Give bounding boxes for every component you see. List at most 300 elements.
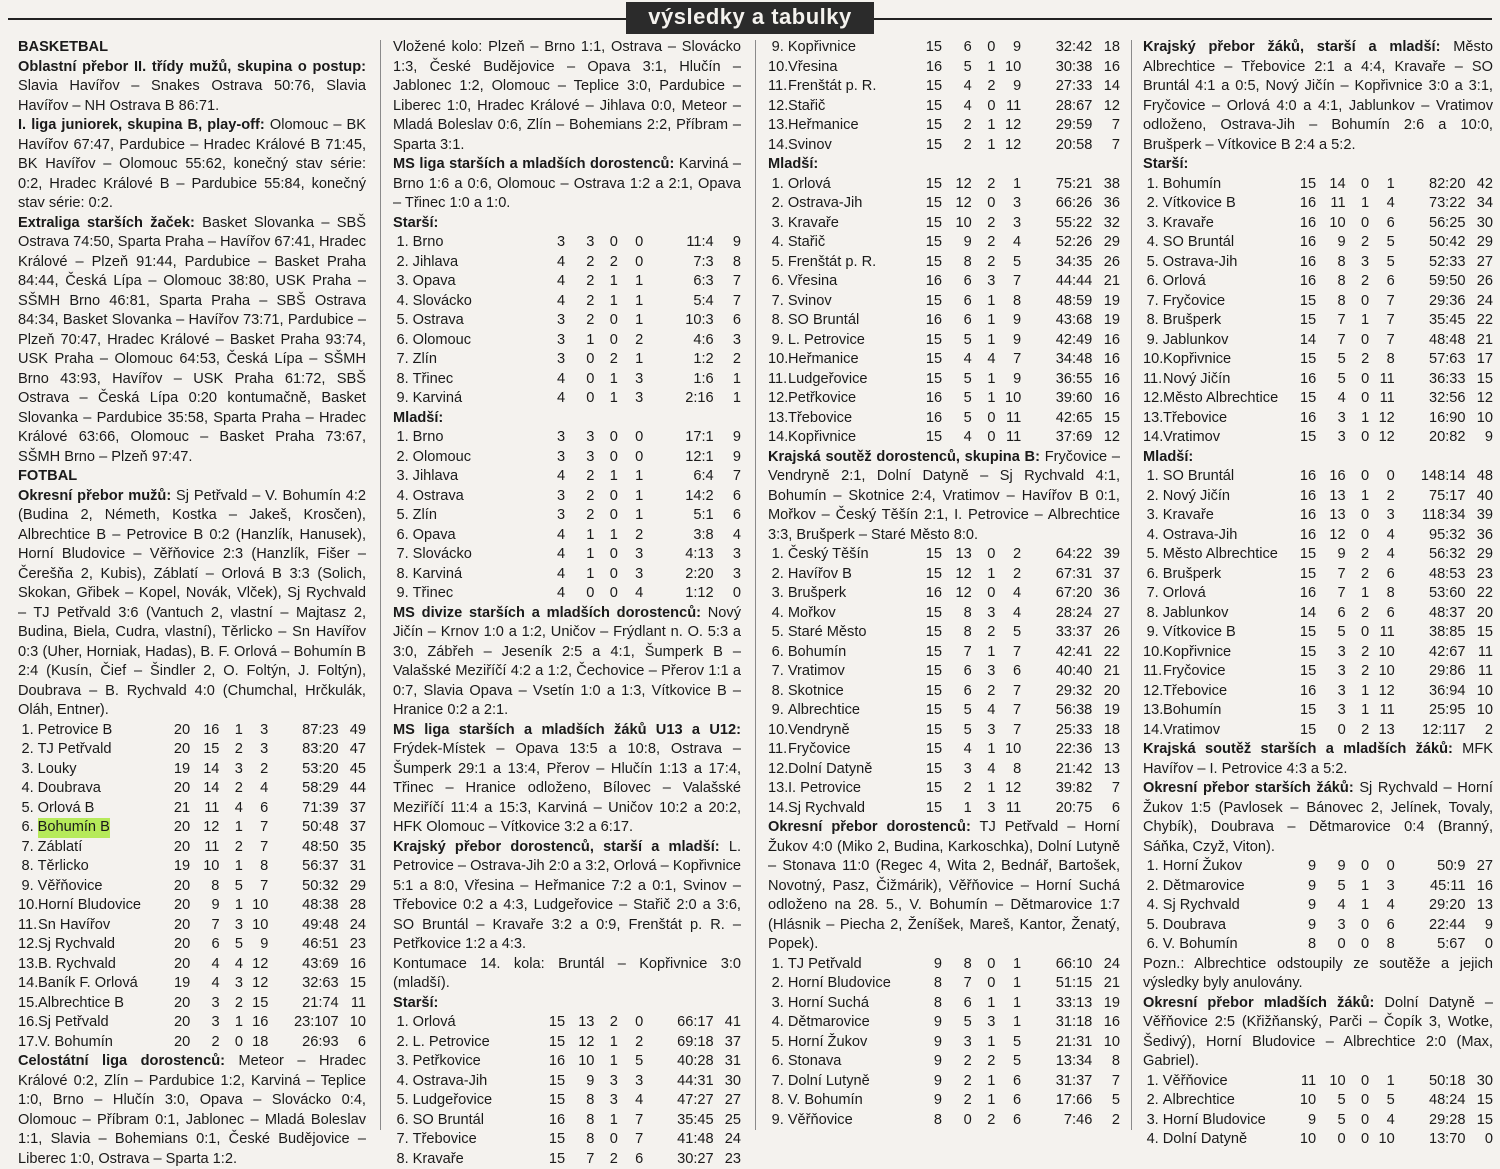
standings-row bbox=[393, 350, 741, 370]
standings-team: Bohumín bbox=[784, 643, 909, 663]
competition-name: Krajská soutěž dorostenců, skupina B: bbox=[768, 449, 1040, 465]
standings-row bbox=[768, 389, 1120, 409]
standings-wins: 13 bbox=[1316, 487, 1345, 507]
standings-score: 75:21 bbox=[1021, 175, 1092, 195]
standings-draws: 3 bbox=[972, 721, 996, 741]
standings-row bbox=[393, 233, 741, 253]
standings-team: Petřkovice bbox=[784, 389, 909, 409]
standings-points: 38 bbox=[1092, 175, 1120, 195]
standings-draws: 4 bbox=[972, 701, 996, 721]
standings-wins: 4 bbox=[942, 350, 972, 370]
standings-played: 15 bbox=[909, 350, 943, 370]
standings-losses: 12 bbox=[243, 955, 268, 975]
standings-rank: 1. bbox=[768, 175, 784, 195]
standings-points: 24 bbox=[1465, 292, 1493, 312]
standings-points: 37 bbox=[714, 1033, 741, 1053]
standings-played: 9 bbox=[1283, 857, 1316, 877]
standings-points: 13 bbox=[1092, 760, 1120, 780]
standings-team: L. Petrovice bbox=[409, 1033, 532, 1053]
standings-rank: 3. bbox=[18, 760, 34, 780]
standings-row bbox=[393, 1072, 741, 1092]
standings-draws: 1 bbox=[972, 565, 996, 585]
standings-losses: 7 bbox=[995, 643, 1021, 663]
standings-points: 49 bbox=[339, 721, 366, 741]
standings-losses: 10 bbox=[1369, 662, 1395, 682]
standings-losses: 0 bbox=[618, 233, 643, 253]
standings-losses: 8 bbox=[1369, 935, 1395, 955]
results-text: Sj Rychvald – Horní Žukov 1:5 (Pavlosek – Bánovec 2, Jelínek, Tovaly, Chybík), Doubrava – Dětmarovice 0:4 (Branný, Sáňka, Czyž, Viton). bbox=[1143, 780, 1493, 855]
standings-row bbox=[1143, 292, 1493, 312]
standings-points: 32 bbox=[1092, 214, 1120, 234]
standings-score: 53:20 bbox=[268, 760, 338, 780]
competition-name: MS liga starších a mladších žáků U13 a U12: bbox=[393, 722, 741, 738]
standings-wins: 8 bbox=[1316, 253, 1345, 273]
standings-rank: 1. bbox=[393, 428, 409, 448]
standings-played: 15 bbox=[532, 1072, 565, 1092]
standings-played: 11 bbox=[1283, 1072, 1316, 1092]
standings-team: Zlín bbox=[409, 506, 532, 526]
standings-points: 44 bbox=[339, 779, 366, 799]
standings-played: 4 bbox=[532, 584, 565, 604]
standings-row bbox=[768, 97, 1120, 117]
standings-losses: 5 bbox=[618, 1052, 643, 1072]
standings-row bbox=[1143, 409, 1493, 429]
standings-score: 44:44 bbox=[1021, 272, 1092, 292]
standings-played: 15 bbox=[1283, 565, 1316, 585]
standings-wins: 5 bbox=[942, 1013, 972, 1033]
standings-played: 9 bbox=[1283, 877, 1316, 897]
standings-losses: 5 bbox=[1369, 233, 1395, 253]
standings-team: Ostrava-Jih bbox=[784, 194, 909, 214]
standings-points: 39 bbox=[1465, 506, 1493, 526]
standings-team: Kopřivnice bbox=[784, 38, 909, 58]
standings-row bbox=[768, 253, 1120, 273]
standings-wins: 0 bbox=[1316, 935, 1345, 955]
standings-points: 24 bbox=[714, 1130, 741, 1150]
standings-score: 56:32 bbox=[1395, 545, 1466, 565]
standings-row bbox=[1143, 428, 1493, 448]
standings-score: 40:40 bbox=[1021, 662, 1092, 682]
standings-losses: 7 bbox=[995, 682, 1021, 702]
standings-score: 38:85 bbox=[1395, 623, 1466, 643]
standings-score: 42:41 bbox=[1021, 643, 1092, 663]
standings-points: 15 bbox=[1465, 1091, 1493, 1111]
standings-score: 28:67 bbox=[1021, 97, 1092, 117]
standings-rank: 8. bbox=[393, 370, 409, 390]
competition-name: Okresní přebor mladších žáků: bbox=[1143, 995, 1374, 1011]
standings-draws: 0 bbox=[1346, 175, 1370, 195]
standings-played: 16 bbox=[1283, 214, 1316, 234]
standings-score: 48:53 bbox=[1395, 565, 1466, 585]
standings-played: 15 bbox=[908, 38, 942, 58]
standings-row bbox=[1143, 896, 1493, 916]
standings-draws: 2 bbox=[1346, 233, 1370, 253]
results-paragraph bbox=[1143, 38, 1493, 155]
standings-table bbox=[393, 428, 741, 604]
standings-team: Jablunkov bbox=[1159, 331, 1283, 351]
standings-wins: 4 bbox=[942, 428, 972, 448]
standings-row bbox=[393, 311, 741, 331]
standings-row bbox=[768, 214, 1120, 234]
standings-played: 15 bbox=[1283, 545, 1316, 565]
standings-played: 4 bbox=[532, 565, 565, 585]
standings-team: Třebovice bbox=[1159, 682, 1283, 702]
standings-draws: 2 bbox=[972, 1052, 996, 1072]
competition-name: Oblastní přebor II. třídy mužů, skupina o postup: bbox=[18, 59, 366, 75]
standings-rank: 14. bbox=[768, 428, 784, 448]
standings-rank: 7. bbox=[768, 662, 784, 682]
standings-wins: 8 bbox=[942, 955, 972, 975]
standings-wins: 4 bbox=[1316, 389, 1345, 409]
standings-wins: 11 bbox=[190, 799, 219, 819]
standings-losses: 6 bbox=[1369, 604, 1395, 624]
standings-points: 2 bbox=[1466, 721, 1494, 741]
standings-rank: 5. bbox=[393, 311, 409, 331]
results-paragraph bbox=[393, 38, 741, 155]
standings-rank: 8. bbox=[768, 682, 784, 702]
standings-wins: 2 bbox=[942, 1072, 972, 1092]
standings-played: 3 bbox=[532, 311, 565, 331]
standings-score: 33:37 bbox=[1021, 623, 1092, 643]
standings-wins: 12 bbox=[942, 565, 972, 585]
standings-rank: 3. bbox=[1143, 214, 1159, 234]
standings-score: 20:82 bbox=[1395, 428, 1466, 448]
standings-points: 21 bbox=[1092, 272, 1120, 292]
standings-team: Třinec bbox=[409, 370, 532, 390]
standings-row bbox=[1143, 194, 1493, 214]
standings-draws: 2 bbox=[1346, 662, 1370, 682]
standings-row bbox=[768, 623, 1120, 643]
standings-rank: 5. bbox=[768, 253, 784, 273]
standings-score: 34:48 bbox=[1021, 350, 1092, 370]
standings-losses: 11 bbox=[1369, 701, 1395, 721]
standings-team: Vratimov bbox=[1159, 721, 1283, 741]
standings-points: 7 bbox=[714, 292, 741, 312]
competition-name: Krajský přebor dorostenců, starší a mladší: bbox=[393, 839, 720, 855]
standings-rank: 12. bbox=[768, 389, 784, 409]
standings-wins: 10 bbox=[190, 857, 219, 877]
standings-wins: 2 bbox=[942, 1091, 972, 1111]
standings-row bbox=[768, 58, 1120, 78]
standings-points: 22 bbox=[1092, 643, 1120, 663]
standings-draws: 1 bbox=[1346, 311, 1370, 331]
standings-score: 42:49 bbox=[1021, 331, 1092, 351]
standings-row bbox=[18, 779, 366, 799]
standings-score: 5:67 bbox=[1395, 935, 1466, 955]
standings-rank: 6. bbox=[1143, 272, 1159, 292]
standings-rank: 14. bbox=[1143, 428, 1159, 448]
standings-rank: 5. bbox=[768, 1033, 784, 1053]
standings-table bbox=[1143, 857, 1493, 955]
standings-score: 12:117 bbox=[1395, 721, 1466, 741]
standings-played: 15 bbox=[909, 97, 943, 117]
standings-draws: 2 bbox=[1346, 350, 1370, 370]
standings-rank: 9. bbox=[1143, 331, 1159, 351]
standings-draws: 0 bbox=[594, 545, 617, 565]
standings-points: 40 bbox=[1465, 487, 1493, 507]
standings-losses: 16 bbox=[243, 1013, 268, 1033]
standings-played: 4 bbox=[532, 253, 565, 273]
standings-wins: 5 bbox=[1316, 370, 1345, 390]
standings-points: 13 bbox=[1092, 740, 1120, 760]
standings-losses: 10 bbox=[243, 896, 268, 916]
standings-losses: 0 bbox=[618, 1013, 643, 1033]
standings-points: 15 bbox=[1466, 370, 1494, 390]
standings-team: Olomouc bbox=[409, 331, 532, 351]
standings-draws: 1 bbox=[972, 1072, 996, 1092]
standings-played: 16 bbox=[532, 1052, 565, 1072]
standings-played: 16 bbox=[909, 389, 943, 409]
standings-losses: 1 bbox=[618, 311, 643, 331]
standings-losses: 9 bbox=[996, 77, 1022, 97]
standings-played: 20 bbox=[157, 818, 190, 838]
standings-wins: 5 bbox=[1316, 623, 1345, 643]
standings-team: Dolní Datyně bbox=[784, 760, 909, 780]
standings-team: Brno bbox=[409, 428, 532, 448]
standings-team: Věřňovice bbox=[34, 877, 157, 897]
standings-rank: 7. bbox=[1143, 292, 1159, 312]
standings-wins: 4 bbox=[190, 974, 219, 994]
standings-score: 2:16 bbox=[643, 389, 713, 409]
standings-wins: 8 bbox=[565, 1130, 594, 1150]
standings-rank: 2. bbox=[393, 253, 409, 273]
standings-rank: 7. bbox=[1143, 584, 1159, 604]
standings-row bbox=[393, 448, 741, 468]
standings-losses: 4 bbox=[618, 584, 643, 604]
standings-rank: 1. bbox=[393, 233, 409, 253]
standings-points: 28 bbox=[339, 896, 366, 916]
standings-draws: 0 bbox=[594, 331, 617, 351]
standings-wins: 2 bbox=[565, 311, 594, 331]
highlighted-team: Bohumín B bbox=[38, 818, 110, 838]
standings-wins: 3 bbox=[565, 448, 594, 468]
standings-played: 15 bbox=[1283, 721, 1316, 741]
standings-losses: 4 bbox=[1369, 194, 1395, 214]
standings-table bbox=[18, 721, 366, 1053]
standings-rank: 5. bbox=[1143, 253, 1159, 273]
standings-row bbox=[393, 487, 741, 507]
standings-losses: 1 bbox=[995, 994, 1021, 1014]
standings-team: TJ Petřvald bbox=[784, 955, 909, 975]
standings-points: 3 bbox=[714, 565, 741, 585]
standings-team: Vratimov bbox=[1159, 428, 1283, 448]
standings-row bbox=[1143, 350, 1493, 370]
standings-points: 16 bbox=[1092, 350, 1120, 370]
standings-wins: 7 bbox=[190, 916, 219, 936]
standings-draws: 1 bbox=[594, 467, 617, 487]
standings-row bbox=[1143, 331, 1493, 351]
standings-team: V. Bohumín bbox=[784, 1091, 909, 1111]
standings-played: 15 bbox=[1283, 623, 1316, 643]
standings-wins: 3 bbox=[1316, 682, 1345, 702]
standings-losses: 13 bbox=[1369, 721, 1395, 741]
standings-losses: 7 bbox=[1369, 292, 1395, 312]
standings-row bbox=[393, 389, 741, 409]
standings-wins: 7 bbox=[942, 643, 972, 663]
standings-team: Kopřivnice bbox=[1159, 350, 1283, 370]
standings-score: 21:74 bbox=[268, 994, 338, 1014]
standings-rank: 6. bbox=[393, 526, 409, 546]
standings-row bbox=[393, 1130, 741, 1150]
standings-team: Opava bbox=[409, 272, 532, 292]
standings-draws: 0 bbox=[972, 38, 996, 58]
standings-rank: 6. bbox=[18, 818, 34, 838]
standings-row bbox=[768, 701, 1120, 721]
standings-losses: 10 bbox=[1369, 643, 1395, 663]
standings-played: 15 bbox=[909, 116, 943, 136]
standings-draws: 0 bbox=[1346, 428, 1370, 448]
standings-losses: 5 bbox=[995, 1033, 1021, 1053]
standings-team: Horní Suchá bbox=[784, 994, 909, 1014]
standings-row bbox=[768, 682, 1120, 702]
standings-team: Karviná bbox=[409, 389, 532, 409]
standings-draws: 1 bbox=[972, 116, 996, 136]
standings-points: 19 bbox=[1092, 994, 1120, 1014]
results-text: Město Albrechtice – Třebovice 2:1 a 4:4, Kravaře – SO Bruntál 4:1 a 0:5, Nový Jičín – Kopřivnice 3:0 a 3:1, Fryčovice – Orlová 4:0 a 4:1, Jablunkov – Vratimov odloženo, Ostrava-Jih – Bohumín 2:6 a 10:0, Brušperk – Vítkovice B 2:4 a 5:2. bbox=[1143, 39, 1493, 153]
standings-score: 48:24 bbox=[1395, 1091, 1466, 1111]
standings-rank: 3. bbox=[393, 467, 409, 487]
standings-row bbox=[768, 370, 1120, 390]
standings-losses: 5 bbox=[995, 253, 1021, 273]
standings-draws: 2 bbox=[1346, 272, 1370, 292]
standings-points: 20 bbox=[1092, 682, 1120, 702]
standings-rank: 1. bbox=[1143, 857, 1159, 877]
standings-draws: 2 bbox=[594, 350, 617, 370]
standings-played: 15 bbox=[908, 214, 942, 234]
standings-score: 13:34 bbox=[1021, 1052, 1092, 1072]
standings-rank: 1. bbox=[393, 1013, 409, 1033]
standings-losses: 7 bbox=[995, 701, 1021, 721]
standings-team: Orlová bbox=[1159, 584, 1283, 604]
standings-losses: 15 bbox=[243, 994, 268, 1014]
standings-draws: 0 bbox=[972, 409, 996, 429]
standings-rank: 2. bbox=[768, 565, 784, 585]
standings-wins: 13 bbox=[565, 1013, 594, 1033]
standings-rank: 2. bbox=[393, 1033, 409, 1053]
standings-team: Svinov bbox=[784, 136, 909, 156]
standings-row bbox=[768, 1013, 1120, 1033]
standings-team: Kopřivnice bbox=[784, 428, 909, 448]
standings-row bbox=[768, 409, 1120, 429]
standings-wins: 5 bbox=[942, 701, 972, 721]
standings-points: 31 bbox=[339, 857, 366, 877]
standings-played: 15 bbox=[909, 77, 943, 97]
standings-row bbox=[393, 292, 741, 312]
standings-points: 27 bbox=[1465, 253, 1493, 273]
standings-team: Třebovice bbox=[784, 409, 909, 429]
standings-played: 10 bbox=[1283, 1091, 1316, 1111]
standings-score: 66:17 bbox=[643, 1013, 713, 1033]
standings-played: 3 bbox=[532, 506, 565, 526]
standings-row bbox=[768, 740, 1120, 760]
standings-rank: 11. bbox=[1143, 662, 1159, 682]
standings-wins: 1 bbox=[565, 526, 594, 546]
standings-played: 16 bbox=[1283, 409, 1316, 429]
standings-losses: 12 bbox=[996, 779, 1022, 799]
standings-points: 17 bbox=[1466, 350, 1494, 370]
standings-team: Horní Bludovice bbox=[34, 896, 157, 916]
standings-points: 20 bbox=[1465, 604, 1493, 624]
standings-losses: 3 bbox=[618, 370, 643, 390]
standings-draws: 0 bbox=[594, 428, 617, 448]
competition-name: Okresní přebor starších žáků: bbox=[1143, 780, 1354, 796]
standings-played: 15 bbox=[908, 253, 942, 273]
standings-wins: 2 bbox=[565, 487, 594, 507]
standings-losses: 2 bbox=[618, 1033, 643, 1053]
standings-row bbox=[18, 935, 366, 955]
standings-row bbox=[768, 721, 1120, 741]
standings-losses: 3 bbox=[618, 565, 643, 585]
standings-wins: 7 bbox=[1316, 311, 1345, 331]
standings-losses: 10 bbox=[996, 389, 1022, 409]
standings-losses: 6 bbox=[995, 1111, 1021, 1131]
standings-wins: 14 bbox=[1316, 175, 1345, 195]
standings-points: 23 bbox=[714, 1150, 741, 1169]
standings-row bbox=[1143, 175, 1493, 195]
standings-rank: 13. bbox=[1143, 701, 1159, 721]
standings-losses: 4 bbox=[1369, 896, 1395, 916]
standings-draws: 1 bbox=[594, 526, 617, 546]
standings-losses: 11 bbox=[1369, 389, 1395, 409]
standings-wins: 15 bbox=[190, 740, 219, 760]
standings-draws: 0 bbox=[594, 565, 617, 585]
standings-score: 34:35 bbox=[1021, 253, 1092, 273]
standings-played: 19 bbox=[157, 974, 190, 994]
standings-played: 15 bbox=[532, 1150, 565, 1169]
standings-played: 16 bbox=[1283, 233, 1316, 253]
standings-wins: 12 bbox=[565, 1033, 594, 1053]
standings-points: 31 bbox=[714, 1052, 741, 1072]
standings-played: 15 bbox=[908, 643, 942, 663]
standings-rank: 6. bbox=[768, 1052, 784, 1072]
standings-wins: 3 bbox=[942, 760, 972, 780]
standings-losses: 6 bbox=[995, 662, 1021, 682]
standings-played: 15 bbox=[1283, 428, 1316, 448]
standings-wins: 3 bbox=[190, 994, 219, 1014]
standings-score: 48:37 bbox=[1395, 604, 1466, 624]
standings-points: 16 bbox=[339, 955, 366, 975]
standings-played: 4 bbox=[532, 467, 565, 487]
standings-losses: 3 bbox=[1369, 877, 1395, 897]
standings-wins: 0 bbox=[565, 350, 594, 370]
standings-wins: 6 bbox=[942, 662, 972, 682]
standings-rank: 3. bbox=[393, 272, 409, 292]
standings-row bbox=[1143, 916, 1493, 936]
standings-draws: 2 bbox=[1346, 565, 1370, 585]
standings-draws: 1 bbox=[1346, 877, 1370, 897]
standings-losses: 0 bbox=[1369, 467, 1395, 487]
standings-score: 23:107 bbox=[268, 1013, 338, 1033]
standings-team: Nový Jičín bbox=[1159, 487, 1283, 507]
standings-draws: 2 bbox=[1346, 604, 1370, 624]
standings-draws: 4 bbox=[219, 799, 242, 819]
standings-rank: 2. bbox=[1143, 487, 1159, 507]
standings-team: Sn Havířov bbox=[34, 916, 157, 936]
standings-row bbox=[18, 857, 366, 877]
standings-losses: 12 bbox=[996, 136, 1022, 156]
standings-losses: 6 bbox=[1369, 916, 1395, 936]
standings-points: 6 bbox=[339, 1033, 366, 1053]
standings-rank: 10. bbox=[1143, 350, 1159, 370]
standings-losses: 11 bbox=[996, 799, 1022, 819]
standings-score: 30:27 bbox=[643, 1150, 713, 1169]
standings-row bbox=[768, 760, 1120, 780]
standings-losses: 1 bbox=[1369, 175, 1395, 195]
standings-played: 20 bbox=[157, 1013, 190, 1033]
standings-wins: 4 bbox=[190, 955, 219, 975]
standings-draws: 0 bbox=[972, 194, 996, 214]
standings-points: 29 bbox=[1092, 233, 1120, 253]
